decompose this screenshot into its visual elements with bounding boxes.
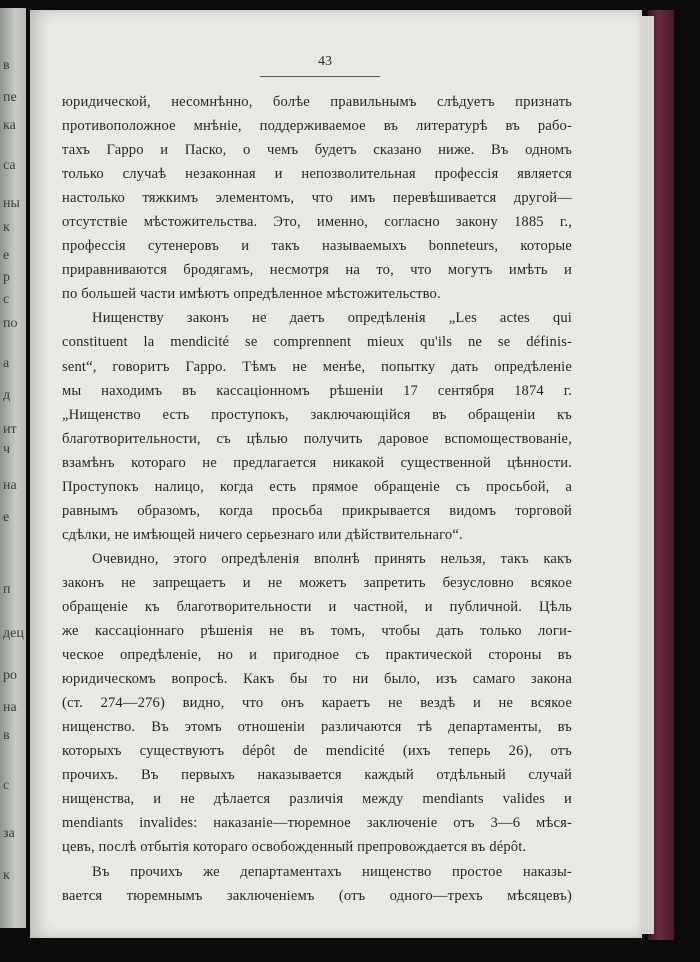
facing-page-fragment: на	[3, 478, 17, 493]
text-line: сдѣлки, не имѣющей ничего серьезнаго или дѣйствительнаго“.	[62, 526, 463, 543]
facing-page-fragment: а	[3, 356, 10, 371]
facing-page-fragment: в	[3, 58, 10, 73]
page-number-rule	[260, 76, 380, 77]
text-line: юридической, несомнѣнно, болѣе правильнымъ слѣдуетъ признать	[62, 94, 572, 110]
facing-page-fragment: за	[3, 826, 15, 841]
facing-page-fragment: дец	[3, 626, 24, 641]
text-line: взамѣнъ котораго не предлагается никакой существенной цѣнности.	[62, 454, 572, 471]
text-line: тахъ Гарро и Паско, о чемъ будетъ сказано ниже. Въ одномъ	[62, 142, 572, 159]
facing-page-fragment: с	[3, 778, 10, 793]
text-line: Нищенству законъ не даетъ опредѣленія „Les actes qui	[92, 310, 572, 327]
facing-page-fragment: в	[3, 728, 10, 743]
text-line: которыхъ существуютъ dépôt de mendicité (ихъ теперь 26), отъ	[62, 743, 572, 760]
text-line: равнымъ образомъ, когда просьба прикрывается видомъ торговой	[62, 502, 572, 519]
facing-page-fragment: на	[3, 700, 17, 715]
text-line: мы находимъ въ кассаціонномъ рѣшеніи 17 сентября 1874 г.	[62, 382, 572, 399]
facing-page-fragment: ит	[3, 422, 17, 437]
facing-page-fragment: р	[3, 270, 10, 285]
text-line: Проступокъ налицо, когда есть прямое обращеніе съ просьбой, а	[62, 478, 572, 495]
facing-page-fragment: ны	[3, 196, 20, 211]
text-line: Очевидно, этого опредѣленія вполнѣ принять нельзя, такъ какъ	[92, 550, 572, 567]
facing-page-fragment: по	[3, 316, 18, 331]
text-line: юридическомъ вопросѣ. Какъ бы то ни было, изъ самаго закона	[62, 671, 572, 688]
facing-page-fragment: пе	[3, 90, 17, 105]
text-line: вается тюремнымъ заключеніемъ (отъ одного—трехъ мѣсяцевъ)	[62, 887, 572, 904]
text-line: Въ прочихъ же департаментахъ нищенство простое наказы-	[92, 863, 572, 880]
page-stack-edge	[640, 16, 654, 934]
facing-page-fragment: к	[3, 868, 10, 883]
facing-page-edge	[0, 8, 26, 928]
facing-page-fragment: е	[3, 510, 10, 525]
facing-page-fragment: са	[3, 158, 16, 173]
text-line: приравниваются бродягамъ, несмотря на то, что могутъ имѣть и	[62, 262, 572, 279]
text-line: обращеніе къ благотворительности и частной, и публичной. Цѣль	[62, 598, 572, 615]
text-line: нищенства, и не дѣлается различія между mendiants valides и	[62, 791, 572, 808]
facing-page-fragment: п	[3, 582, 11, 597]
text-line: (ст. 274—276) видно, что онъ караетъ не вездѣ и не всякое	[62, 695, 572, 712]
text-line: законъ не запрещаетъ и не можетъ запретить безусловно всякое	[62, 574, 572, 591]
text-line: ческое опредѣленіе, но и пригодное съ практической стороны въ	[62, 647, 572, 664]
text-line: прочихъ. Въ первыхъ наказывается каждый отдѣльный случай	[62, 767, 572, 784]
text-line: по большей части имѣютъ опредѣленное мѣстожительство.	[62, 286, 441, 303]
book-page	[30, 10, 642, 938]
text-line: sent“, говоритъ Гарро. Тѣмъ не менѣе, попытку дать опредѣленіе	[62, 358, 572, 375]
text-line: настолько тяжкимъ элементомъ, что имъ перевѣшивается другой—	[62, 190, 572, 207]
page-number: 43	[318, 54, 332, 69]
facing-page-fragment: к	[3, 220, 10, 235]
text-line: только случаѣ незаконная и непозволительная профессія является	[62, 166, 572, 183]
text-line: отсутствіе мѣстожительства. Это, именно, согласно закону 1885 г.,	[62, 214, 572, 231]
body-text	[62, 90, 572, 908]
facing-page-fragment: ка	[3, 118, 16, 133]
text-line: профессія сутенеровъ и такъ называемыхъ bonneteurs, которые	[62, 238, 572, 255]
text-line: „Нищенство есть проступокъ, заключающійся въ обращеніи къ	[62, 406, 572, 423]
text-line: же кассаціоннаго рѣшенія не въ томъ, чтобы дать только логи-	[62, 623, 572, 640]
facing-page-fragment: д	[3, 388, 11, 403]
text-line: constituent la mendicité se comprennent mieux qu'ils ne se définis-	[62, 334, 572, 351]
facing-page-fragment: е	[3, 248, 10, 263]
facing-page-fragment: с	[3, 292, 10, 307]
facing-page-fragment: ч	[3, 442, 11, 457]
text-line: благотворительности, съ цѣлью получить даровое вспомоществованіе,	[62, 430, 572, 447]
text-line: нищенство. Въ этомъ отношеніи различаются тѣ департаменты, въ	[62, 719, 572, 736]
text-line: mendiants invalides: наказаніе—тюремное заключеніе отъ 3—6 мѣся-	[62, 815, 572, 832]
text-line: цевъ, послѣ отбытія котораго освобожденный препровождается въ dépôt.	[62, 839, 527, 856]
facing-page-fragment: ро	[3, 668, 17, 683]
text-line: противоположное мнѣніе, поддерживаемое въ литературѣ въ рабо-	[62, 118, 572, 135]
